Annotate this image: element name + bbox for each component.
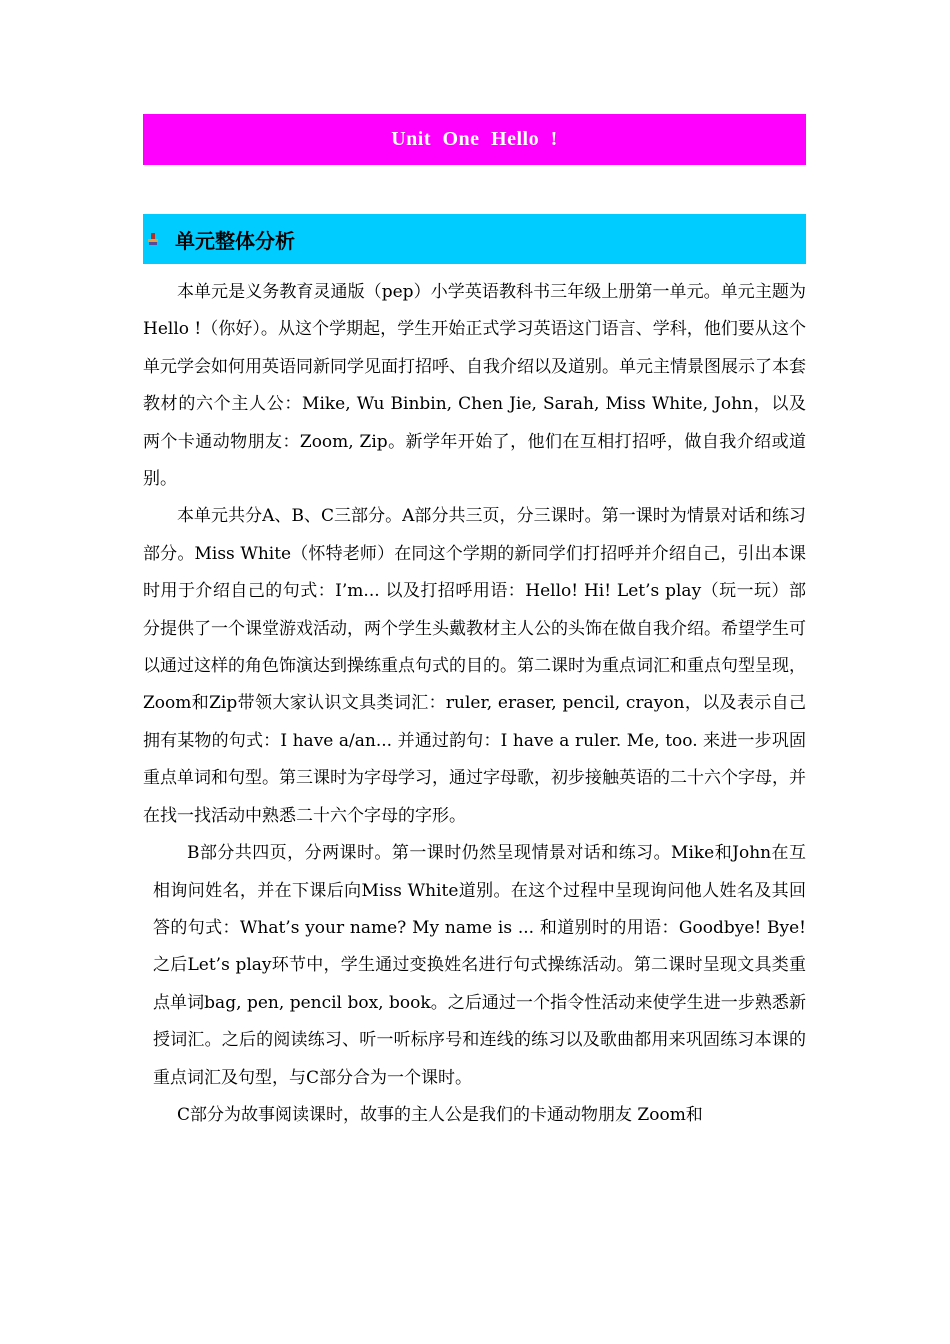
- body-text: [143, 274, 806, 1134]
- title-banner: [143, 114, 806, 165]
- section-header: [143, 214, 806, 264]
- unit-title: Unit One Hello !: [391, 128, 558, 150]
- paragraph-2: 本单元共分A、B、C三部分。A部分共三页，分三课时。第一课时为情景对话和练习部分。Miss White（怀特老师）在同这个学期的新同学们打招呼并介绍自己，引出本课时用于介绍自己的句式：I’m... 以及打招呼用语：Hello! Hi! Let’s play（玩一玩）部分提供了一个课堂游戏活动，两个学生头戴教材主人公的头饰在做自我介绍。希望学生可以通过这样的角色饰演达到操练重点句式的目的。第二课时为重点词汇和重点句型呈现，Zoom和Zip带领大家认识文具类词汇：ruler, eraser, pencil, crayon，以及表示自己拥有某物的句式：I have a/an... 并通过韵句：I have a ruler. Me, too. 来进一步巩固重点单词和句型。第三课时为字母学习，通过字母歌，初步接触英语的二十六个字母，并在找一找活动中熟悉二十六个字母的字形。: [143, 506, 806, 826]
- section-heading: 单元整体分析: [175, 228, 295, 253]
- paragraph-3: B部分共四页，分两课时。第一课时仍然呈现情景对话和练习。Mike和John在互相询问姓名，并在下课后向Miss White道别。在这个过程中呈现询问他人姓名及其回答的句式：What’s your name? My name is ... 和道别时的用语：Goodbye! Bye! 之后Let’s play环节中，学生通过变换姓名进行句式操练活动。第二课时呈现文具类重点单词bag, pen, pencil box, book。之后通过一个指令性活动来使学生进一步熟悉新授词汇。之后的阅读练习、听一听标序号和连线的练习以及歌曲都用来巩固练习本课的重点词汇及句型，与C部分合为一个课时。: [153, 843, 806, 1088]
- paragraph-4: C部分为故事阅读课时，故事的主人公是我们的卡通动物朋友 Zoom和: [177, 1104, 703, 1125]
- document-icon: [147, 231, 159, 247]
- paragraph-1: 本单元是义务教育灵通版（pep）小学英语教科书三年级上册第一单元。单元主题为Hello !（你好）。从这个学期起，学生开始正式学习英语这门语言、学科，他们要从这个单元学会如何用英语同新同学见面打招呼、自我介绍以及道别。单元主情景图展示了本套教材的六个主人公：Mike, Wu Binbin, Chen Jie, Sarah, Miss White, John，以及两个卡通动物朋友：Zoom, Zip。新学年开始了，他们在互相打招呼，做自我介绍或道别。: [143, 282, 806, 490]
